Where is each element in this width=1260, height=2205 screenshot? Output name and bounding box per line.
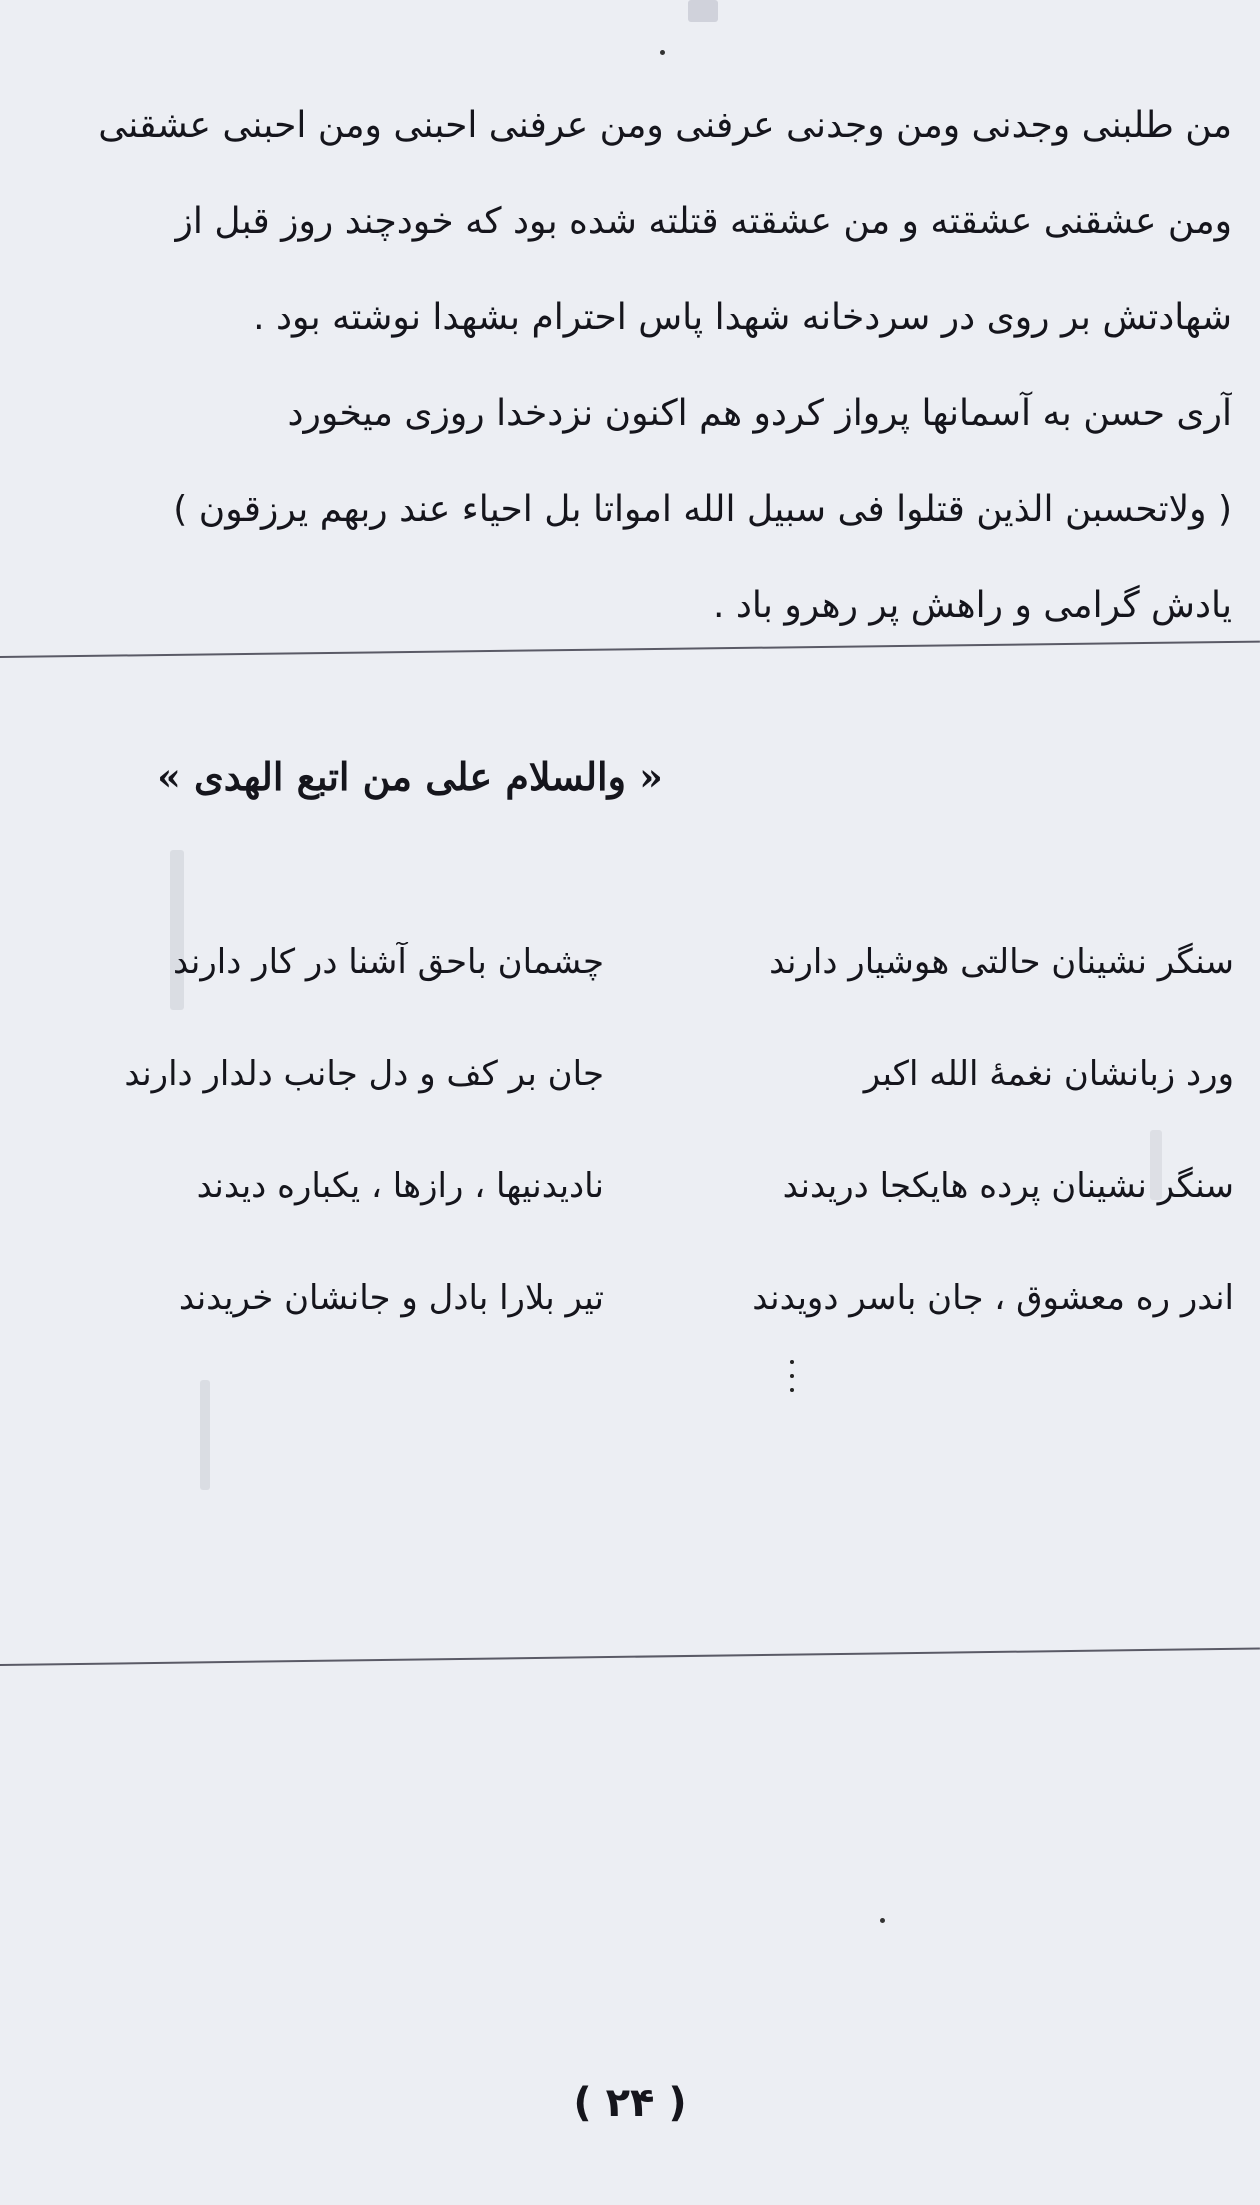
continuation-dots [787, 1360, 797, 1410]
stray-dot [660, 50, 665, 55]
poem-hemistich-right: سنگر نشینان پرده هایکجا دریدند [782, 1166, 1234, 1206]
poem-hemistich-left: جان بر کف و دل جانب دلدار دارند [124, 1054, 604, 1094]
poem-hemistich-left: تیر بلارا بادل و جانشان خریدند [178, 1278, 604, 1318]
stray-dot [880, 1918, 885, 1923]
paragraph-line: شهادتش بر روی در سردخانه شهدا پاس احترام بشهدا نوشته بود . [253, 297, 1232, 338]
poem-row [14, 1242, 1234, 1354]
poem-row [14, 1018, 1234, 1130]
paragraph-line: یادش گرامی و راهش پر رهرو باد . [713, 585, 1232, 626]
scan-smudge [688, 0, 718, 22]
body-paragraph [27, 78, 1232, 654]
paragraph-line: من طلبنی وجدنی ومن وجدنی عرفنی ومن عرفنی احبنی ومن احبنی عشقنی [98, 105, 1232, 146]
poem-hemistich-left: چشمان باحق آشنا در کار دارند [173, 942, 604, 982]
divider-line [0, 1648, 1260, 1666]
poem-hemistich-right: ورد زبانشان نغمهٔ الله اکبر [863, 1054, 1234, 1094]
poem-row [14, 906, 1234, 1018]
poem-row [14, 1130, 1234, 1242]
poem-hemistich-right: اندر ره معشوق ، جان باسر دویدند [752, 1278, 1234, 1318]
poem [14, 906, 1234, 1354]
page-number: ( ۲۴ ) [573, 2080, 687, 2126]
salutation-heading: « والسلام علی من اتبع الهدی » [157, 754, 663, 799]
paragraph-line: ( ولاتحسبن الذین قتلوا فی سبیل الله امواتا بل احیاء عند ربهم یرزقون ) [173, 489, 1232, 530]
poem-hemistich-right: سنگر نشینان حالتی هوشیار دارند [769, 942, 1234, 982]
paragraph-line: ومن عشقنی عشقته و من عشقته قتلته شده بود که خودچند روز قبل از [175, 201, 1232, 242]
poem-hemistich-left: نادیدنیها ، رازها ، یکباره دیدند [196, 1166, 604, 1206]
scan-smudge [200, 1380, 210, 1490]
paragraph-line: آری حسن به آسمانها پرواز کردو هم اکنون نزدخدا روزی میخورد [287, 393, 1232, 434]
